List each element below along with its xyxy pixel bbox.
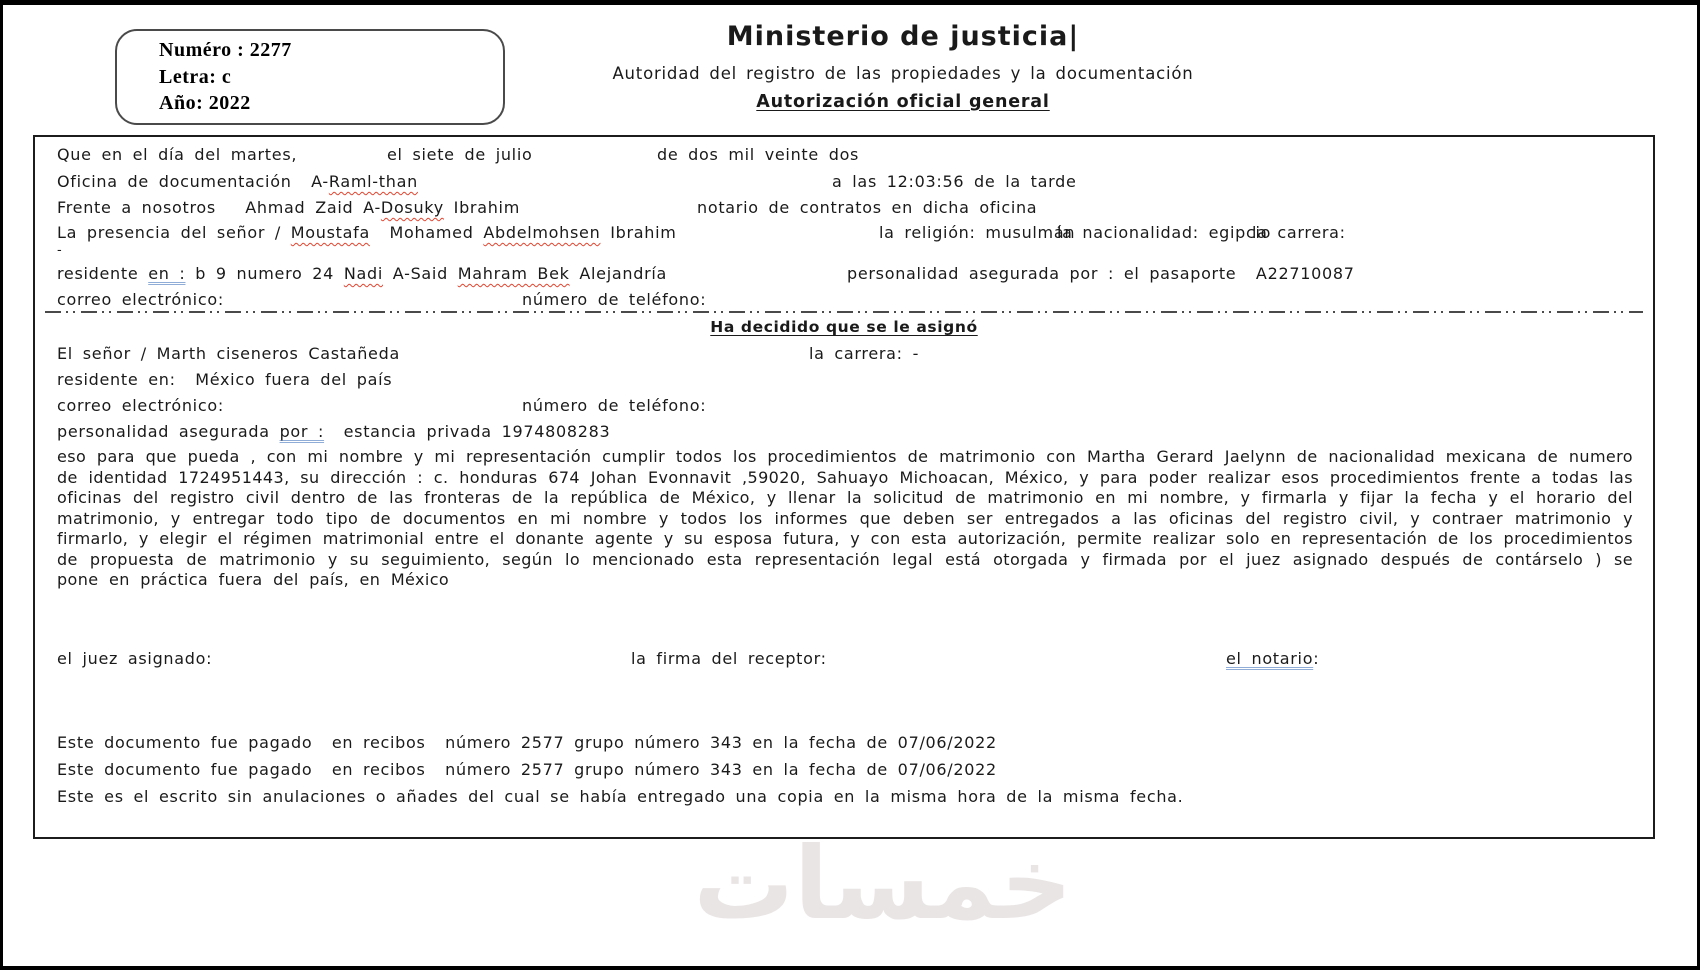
notary-label-wrap bbox=[1226, 649, 1319, 668]
date-line-day: Que en el día del martes, bbox=[57, 145, 298, 164]
notary-label-colon: : bbox=[1313, 649, 1320, 668]
date-line-year: de dos mil veinte dos bbox=[657, 145, 860, 164]
passport-field: personalidad asegurada por : el pasaporte A22710087 bbox=[847, 264, 1355, 283]
assignee-career: la carrera: - bbox=[809, 344, 920, 363]
dash-dot-divider bbox=[45, 311, 1643, 313]
nationality-field: la nacionalidad: egipcio bbox=[1057, 223, 1272, 242]
assignee-phone-label: número de teléfono: bbox=[522, 396, 707, 415]
payment-line-2: Este documento fue pagado en recibos número 2577 grupo número 343 en la fecha de 07/06/2022 bbox=[57, 760, 997, 779]
residence-en-grammar: en : bbox=[148, 264, 186, 283]
notary-role: notario de contratos en dicha oficina bbox=[697, 198, 1038, 217]
office-line bbox=[57, 172, 1631, 194]
payment-line-1: Este documento fue pagado en recibos número 2577 grupo número 343 en la fecha de 07/06/2022 bbox=[57, 733, 997, 752]
residence-street: b 9 numero 24 bbox=[185, 264, 344, 283]
office-name-misspelled: Raml-than bbox=[328, 172, 418, 191]
grantor-middle-name: Mohamed bbox=[369, 223, 484, 242]
identity-label: personalidad asegurada bbox=[57, 422, 280, 441]
notary-name-suffix: Ibrahim bbox=[443, 198, 520, 217]
presence-line bbox=[57, 223, 1631, 245]
assignee-name: El señor / Marth ciseneros Castañeda bbox=[57, 344, 400, 363]
identity-segments bbox=[57, 422, 610, 441]
khamsat-watermark: خمسات bbox=[693, 825, 1073, 942]
identity-line bbox=[57, 422, 1631, 444]
residence-label: residente bbox=[57, 264, 149, 283]
residence-city: Alejandría bbox=[569, 264, 668, 283]
grantor-first-name: Moustafa bbox=[290, 223, 370, 242]
grantor-family-name: Abdelmohsen bbox=[483, 223, 601, 242]
contact-line bbox=[57, 290, 1631, 312]
identity-por-grammar: por : bbox=[279, 422, 325, 441]
residence-district-misspelled: Mahram Bek bbox=[457, 264, 570, 283]
assignee-contact-line bbox=[57, 396, 1631, 418]
notary-name-prefix: Frente a nosotros Ahmad Zaid A- bbox=[57, 198, 381, 217]
assignee-line bbox=[57, 344, 1631, 366]
notary-line-left bbox=[57, 198, 520, 217]
residence-nadi-misspelled: Nadi bbox=[343, 264, 384, 283]
date-line-date: el siete de julio bbox=[387, 145, 533, 164]
residence-mid: A-Said bbox=[383, 264, 458, 283]
office-line-left bbox=[57, 172, 418, 191]
decision-heading: Ha decidido que se le asignó bbox=[710, 318, 978, 336]
presence-prefix: La presencia del señor / bbox=[57, 223, 291, 242]
phone-label: número de teléfono: bbox=[522, 290, 707, 309]
signature-line bbox=[57, 649, 1631, 671]
email-label: correo electrónico: bbox=[57, 290, 224, 309]
career-field: la carrera: bbox=[1252, 223, 1346, 242]
assignee-email-label: correo electrónico: bbox=[57, 396, 224, 415]
assignee-residence-line: residente en: México fuera del país bbox=[57, 370, 393, 389]
document-body-box bbox=[33, 135, 1655, 839]
religion-field: la religión: musulmán bbox=[879, 223, 1076, 242]
stamp-year: Año: 2022 bbox=[159, 92, 251, 114]
notary-name-misspelled: Dosuky bbox=[380, 198, 444, 217]
date-line bbox=[57, 145, 1631, 167]
judge-label: el juez asignado: bbox=[57, 649, 213, 668]
notary-line bbox=[57, 198, 1631, 220]
notary-label: el notario bbox=[1226, 649, 1314, 668]
stamp-number: Numéro : 2277 bbox=[159, 39, 292, 61]
identity-value: estancia privada 1974808283 bbox=[324, 422, 611, 441]
residence-line bbox=[57, 264, 1631, 286]
stamp-letter: Letra: c bbox=[159, 65, 232, 88]
grantor-last-name: Ibrahim bbox=[600, 223, 677, 242]
document-header bbox=[203, 5, 1603, 112]
residence-address bbox=[57, 264, 667, 283]
authorization-heading: Autorización oficial general bbox=[756, 92, 1050, 112]
office-time: a las 12:03:56 de la tarde bbox=[832, 172, 1077, 191]
career-value-dash: - bbox=[57, 243, 62, 258]
ministry-title: Ministerio de justicia| bbox=[726, 21, 1080, 52]
authority-subtitle: Autoridad del registro de las propiedades y la documentación bbox=[612, 64, 1194, 83]
closing-line: Este es el escrito sin anulaciones o añades del cual se había entregado una copia en la misma hora de la misma fecha. bbox=[57, 787, 1184, 806]
authorization-paragraph: eso para que pueda , con mi nombre y mi representación cumplir todos los procedimientos de matrimonio con Martha Gerard Jaelynn de nacionalidad mexicana de numero de identidad 1724951443, su dirección : c. honduras 674 Johan Evonnavit ,59020, Sahuayo Michoacan, México, y para poder realizar esos procedimientos frente a todas las oficinas del registro civil dentro de las fronteras de la república de México, y llenar la solicitud de matrimonio en mi nombre, y firmarla y fijar la fecha y el horario del matrimonio, y entregar todo tipo de documentos en mi nombre y todos los informes que deben ser entregados a las oficinas del registro civil, y contraer matrimonio y firmarlo, y elegir el régimen matrimonial entre el donante agente y su esposa futura, y con esta autorización, permite realizar solo en representación de los procedimientos de propuesta de matrimonio y su seguimiento, según lo mencionado esta representación legal está otorgada y firmada por el juez asignado después de contárselo ) se pone en práctica fuera del país, en México bbox=[57, 447, 1633, 589]
office-label: Oficina de documentación A- bbox=[57, 172, 329, 191]
presence-name bbox=[57, 223, 677, 242]
receiver-signature-label: la firma del receptor: bbox=[631, 649, 827, 668]
